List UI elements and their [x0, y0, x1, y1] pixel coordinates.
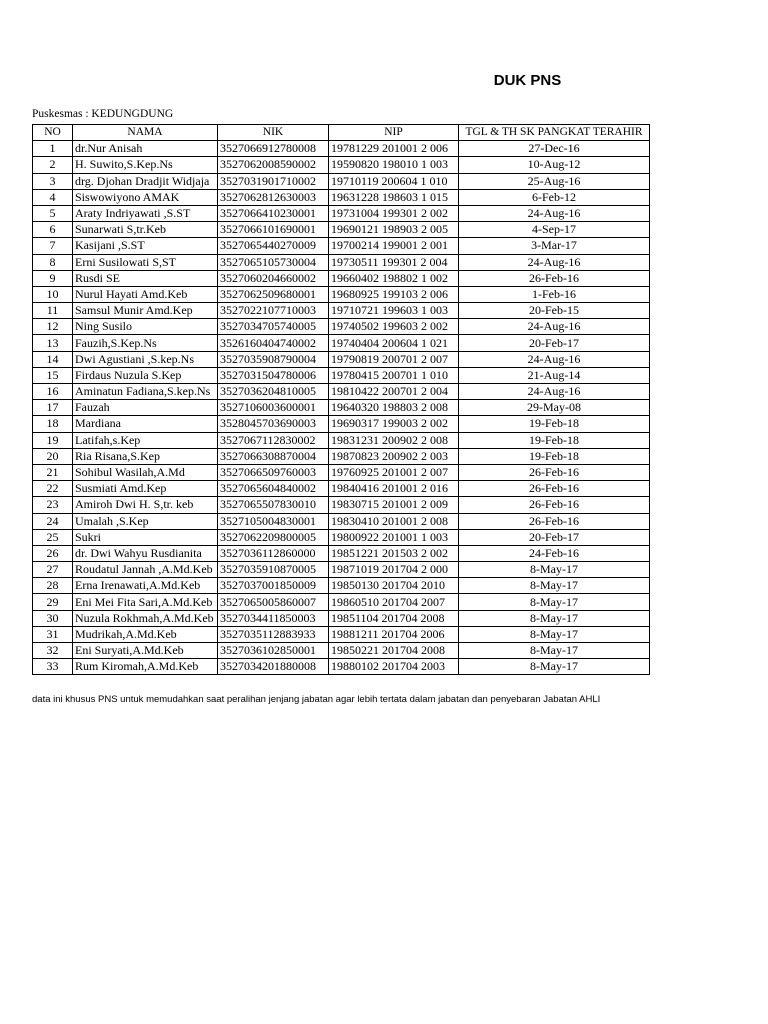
- header-no: NO: [33, 125, 73, 141]
- table-row: [33, 594, 650, 610]
- cell-no: 19: [33, 432, 73, 448]
- cell-no: 18: [33, 416, 73, 432]
- cell-nama: Rusdi SE: [73, 270, 218, 286]
- table-row: [33, 173, 650, 189]
- cell-nik: 3527065604840002: [218, 481, 329, 497]
- cell-tgl: 8-May-17: [459, 659, 650, 675]
- cell-tgl: 26-Feb-16: [459, 481, 650, 497]
- table-row: [33, 319, 650, 335]
- cell-tgl: 19-Feb-18: [459, 416, 650, 432]
- table-row: [33, 222, 650, 238]
- cell-nip: 19851221 201503 2 002: [329, 545, 459, 561]
- cell-nip: 19640320 198803 2 008: [329, 400, 459, 416]
- cell-nama: Sunarwati S,tr.Keb: [73, 222, 218, 238]
- cell-nama: Sohibul Wasilah,A.Md: [73, 464, 218, 480]
- cell-nama: Eni Suryati,A.Md.Keb: [73, 643, 218, 659]
- table-row: [33, 545, 650, 561]
- cell-nik: 3527105004830001: [218, 513, 329, 529]
- cell-nik: 3527065005860007: [218, 594, 329, 610]
- cell-nik: 3527036102850001: [218, 643, 329, 659]
- cell-nik: 3526160404740002: [218, 335, 329, 351]
- header-nip: NIP: [329, 125, 459, 141]
- cell-nik: 3527065105730004: [218, 254, 329, 270]
- cell-nik: 3527036204810005: [218, 384, 329, 400]
- cell-tgl: 8-May-17: [459, 594, 650, 610]
- cell-nik: 3527036112860000: [218, 545, 329, 561]
- cell-nip: 19700214 199001 2 001: [329, 238, 459, 254]
- cell-nama: Mardiana: [73, 416, 218, 432]
- cell-tgl: 19-Feb-18: [459, 432, 650, 448]
- cell-no: 8: [33, 254, 73, 270]
- cell-nama: Firdaus Nuzula S.Kep: [73, 367, 218, 383]
- cell-nama: Ning Susilo: [73, 319, 218, 335]
- cell-tgl: 26-Feb-16: [459, 497, 650, 513]
- cell-nik: 3527062812630003: [218, 189, 329, 205]
- cell-tgl: 26-Feb-16: [459, 270, 650, 286]
- puskesmas-label: Puskesmas : KEDUNGDUNG: [32, 108, 174, 120]
- table-row: [33, 432, 650, 448]
- cell-nik: 3527031504780006: [218, 367, 329, 383]
- cell-nip: 19631228 198603 1 015: [329, 189, 459, 205]
- cell-nama: Samsul Munir Amd.Kep: [73, 303, 218, 319]
- cell-nama: Susmiati Amd.Kep: [73, 481, 218, 497]
- cell-tgl: 8-May-17: [459, 578, 650, 594]
- cell-nama: Fauzih,S.Kep.Ns: [73, 335, 218, 351]
- cell-no: 14: [33, 351, 73, 367]
- table-row: [33, 464, 650, 480]
- page-title: DUK PNS: [493, 72, 562, 89]
- table-row: [33, 254, 650, 270]
- cell-nik: 3527060204660002: [218, 270, 329, 286]
- cell-nip: 19740404 200604 1 021: [329, 335, 459, 351]
- cell-nik: 3527066308870004: [218, 448, 329, 464]
- cell-no: 21: [33, 464, 73, 480]
- table-row: [33, 189, 650, 205]
- cell-nip: 19660402 198802 1 002: [329, 270, 459, 286]
- table-row: [33, 351, 650, 367]
- table-row: [33, 141, 650, 157]
- cell-nip: 19590820 198010 1 003: [329, 157, 459, 173]
- header-tgl: TGL & TH SK PANGKAT TERAHIR: [459, 125, 650, 141]
- cell-nama: Roudatul Jannah ,A.Md.Keb: [73, 562, 218, 578]
- cell-no: 15: [33, 367, 73, 383]
- cell-nip: 19710721 199603 1 003: [329, 303, 459, 319]
- table-row: [33, 497, 650, 513]
- cell-nama: Fauzah: [73, 400, 218, 416]
- cell-no: 33: [33, 659, 73, 675]
- cell-nama: Dwi Agustiani ,S.kep.Ns: [73, 351, 218, 367]
- table-row: [33, 659, 650, 675]
- cell-no: 13: [33, 335, 73, 351]
- cell-nip: 19781229 201001 2 006: [329, 141, 459, 157]
- cell-nip: 19881211 201704 2006: [329, 626, 459, 642]
- cell-no: 1: [33, 141, 73, 157]
- cell-nik: 3527037001850009: [218, 578, 329, 594]
- cell-tgl: 20-Feb-17: [459, 529, 650, 545]
- header-nama: NAMA: [73, 125, 218, 141]
- duk-table: [32, 124, 650, 675]
- cell-tgl: 6-Feb-12: [459, 189, 650, 205]
- table-row: [33, 270, 650, 286]
- cell-nama: dr.Nur Anisah: [73, 141, 218, 157]
- cell-nama: H. Suwito,S.Kep.Ns: [73, 157, 218, 173]
- cell-nik: 3527066410230001: [218, 205, 329, 221]
- cell-no: 32: [33, 643, 73, 659]
- cell-tgl: 20-Feb-17: [459, 335, 650, 351]
- cell-nama: Nuzula Rokhmah,A.Md.Keb: [73, 610, 218, 626]
- cell-no: 24: [33, 513, 73, 529]
- cell-no: 20: [33, 448, 73, 464]
- cell-tgl: 27-Dec-16: [459, 141, 650, 157]
- cell-tgl: 8-May-17: [459, 626, 650, 642]
- cell-tgl: 20-Feb-15: [459, 303, 650, 319]
- cell-nama: Erni Susilowati S,ST: [73, 254, 218, 270]
- cell-nip: 19790819 200701 2 007: [329, 351, 459, 367]
- cell-nip: 19731004 199301 2 002: [329, 205, 459, 221]
- cell-nip: 19840416 201001 2 016: [329, 481, 459, 497]
- table-row: [33, 626, 650, 642]
- cell-nik: 3527022107710003: [218, 303, 329, 319]
- cell-no: 2: [33, 157, 73, 173]
- cell-nik: 3527034201880008: [218, 659, 329, 675]
- table-row: [33, 643, 650, 659]
- header-nik: NIK: [218, 125, 329, 141]
- cell-nama: dr. Dwi Wahyu Rusdianita: [73, 545, 218, 561]
- cell-no: 9: [33, 270, 73, 286]
- cell-nik: 3527035908790004: [218, 351, 329, 367]
- cell-no: 10: [33, 286, 73, 302]
- cell-no: 31: [33, 626, 73, 642]
- cell-nama: Sukri: [73, 529, 218, 545]
- cell-nip: 19680925 199103 2 006: [329, 286, 459, 302]
- cell-nip: 19860510 201704 2007: [329, 594, 459, 610]
- cell-no: 11: [33, 303, 73, 319]
- cell-nik: 3527062209800005: [218, 529, 329, 545]
- cell-nik: 3527066912780008: [218, 141, 329, 157]
- cell-nip: 19830410 201001 2 008: [329, 513, 459, 529]
- cell-nip: 19710119 200604 1 010: [329, 173, 459, 189]
- cell-tgl: 24-Aug-16: [459, 351, 650, 367]
- cell-tgl: 24-Aug-16: [459, 205, 650, 221]
- cell-no: 7: [33, 238, 73, 254]
- cell-tgl: 26-Feb-16: [459, 513, 650, 529]
- table-row: [33, 205, 650, 221]
- cell-tgl: 26-Feb-16: [459, 464, 650, 480]
- cell-nip: 19831231 200902 2 008: [329, 432, 459, 448]
- cell-nama: Amiroh Dwi H. S,tr. keb: [73, 497, 218, 513]
- table-row: [33, 562, 650, 578]
- cell-nik: 3528045703690003: [218, 416, 329, 432]
- cell-tgl: 24-Feb-16: [459, 545, 650, 561]
- table-row: [33, 513, 650, 529]
- table-row: [33, 238, 650, 254]
- cell-no: 6: [33, 222, 73, 238]
- cell-nip: 19880102 201704 2003: [329, 659, 459, 675]
- cell-nik: 3527031901710002: [218, 173, 329, 189]
- cell-nip: 19870823 200902 2 003: [329, 448, 459, 464]
- footnote: data ini khusus PNS untuk memudahkan saat peralihan jenjang jabatan agar lebih tertata dalam jabatan dan penyebaran Jabatan AHLI: [32, 694, 601, 705]
- cell-no: 26: [33, 545, 73, 561]
- cell-no: 3: [33, 173, 73, 189]
- cell-nama: Nurul Hayati Amd.Keb: [73, 286, 218, 302]
- cell-nik: 3527066509760003: [218, 464, 329, 480]
- cell-nip: 19760925 201001 2 007: [329, 464, 459, 480]
- cell-nama: Mudrikah,A.Md.Keb: [73, 626, 218, 642]
- cell-nip: 19730511 199301 2 004: [329, 254, 459, 270]
- cell-nama: Rum Kiromah,A.Md.Keb: [73, 659, 218, 675]
- cell-nik: 3527065440270009: [218, 238, 329, 254]
- cell-nama: Araty Indriyawati ,S.ST: [73, 205, 218, 221]
- cell-nip: 19690317 199003 2 002: [329, 416, 459, 432]
- cell-no: 12: [33, 319, 73, 335]
- cell-nama: Ria Risana,S.Kep: [73, 448, 218, 464]
- table-row: [33, 578, 650, 594]
- cell-no: 28: [33, 578, 73, 594]
- cell-no: 17: [33, 400, 73, 416]
- cell-no: 29: [33, 594, 73, 610]
- table-row: [33, 529, 650, 545]
- cell-nik: 3527034411850003: [218, 610, 329, 626]
- table-row: [33, 448, 650, 464]
- cell-nip: 19800922 201001 1 003: [329, 529, 459, 545]
- cell-no: 5: [33, 205, 73, 221]
- cell-nama: Umalah ,S.Kep: [73, 513, 218, 529]
- cell-tgl: 1-Feb-16: [459, 286, 650, 302]
- cell-nip: 19780415 200701 1 010: [329, 367, 459, 383]
- cell-no: 30: [33, 610, 73, 626]
- cell-tgl: 4-Sep-17: [459, 222, 650, 238]
- cell-tgl: 19-Feb-18: [459, 448, 650, 464]
- cell-nik: 3527066101690001: [218, 222, 329, 238]
- cell-nama: Latifah,s.Kep: [73, 432, 218, 448]
- cell-nama: Siswowiyono AMAK: [73, 189, 218, 205]
- cell-nip: 19851104 201704 2008: [329, 610, 459, 626]
- cell-tgl: 3-Mar-17: [459, 238, 650, 254]
- table-row: [33, 400, 650, 416]
- cell-tgl: 8-May-17: [459, 610, 650, 626]
- cell-nik: 3527106003600001: [218, 400, 329, 416]
- table-row: [33, 303, 650, 319]
- cell-nik: 3527062509680001: [218, 286, 329, 302]
- cell-no: 4: [33, 189, 73, 205]
- cell-nip: 19830715 201001 2 009: [329, 497, 459, 513]
- cell-tgl: 8-May-17: [459, 562, 650, 578]
- cell-nip: 19810422 200701 2 004: [329, 384, 459, 400]
- cell-nip: 19850221 201704 2008: [329, 643, 459, 659]
- table-row: [33, 367, 650, 383]
- cell-nik: 3527034705740005: [218, 319, 329, 335]
- cell-no: 23: [33, 497, 73, 513]
- cell-nik: 3527035112883933: [218, 626, 329, 642]
- cell-nik: 3527067112830002: [218, 432, 329, 448]
- cell-tgl: 24-Aug-16: [459, 254, 650, 270]
- cell-nip: 19740502 199603 2 002: [329, 319, 459, 335]
- table-header-row: [33, 125, 650, 141]
- cell-nik: 3527065507830010: [218, 497, 329, 513]
- cell-nama: Kasijani ,S.ST: [73, 238, 218, 254]
- table-row: [33, 416, 650, 432]
- table-row: [33, 286, 650, 302]
- cell-nip: 19871019 201704 2 000: [329, 562, 459, 578]
- cell-tgl: 29-May-08: [459, 400, 650, 416]
- table-row: [33, 481, 650, 497]
- cell-nik: 3527035910870005: [218, 562, 329, 578]
- cell-tgl: 8-May-17: [459, 643, 650, 659]
- table-row: [33, 157, 650, 173]
- cell-nama: Aminatun Fadiana,S.kep.Ns: [73, 384, 218, 400]
- cell-no: 16: [33, 384, 73, 400]
- cell-tgl: 24-Aug-16: [459, 384, 650, 400]
- table-row: [33, 335, 650, 351]
- cell-tgl: 24-Aug-16: [459, 319, 650, 335]
- cell-tgl: 21-Aug-14: [459, 367, 650, 383]
- cell-nik: 3527062008590002: [218, 157, 329, 173]
- table-row: [33, 610, 650, 626]
- cell-nama: Eni Mei Fita Sari,A.Md.Keb: [73, 594, 218, 610]
- cell-tgl: 25-Aug-16: [459, 173, 650, 189]
- cell-tgl: 10-Aug-12: [459, 157, 650, 173]
- cell-nip: 19690121 198903 2 005: [329, 222, 459, 238]
- cell-nip: 19850130 201704 2010: [329, 578, 459, 594]
- table-row: [33, 384, 650, 400]
- cell-nama: drg. Djohan Dradjit Widjaja: [73, 173, 218, 189]
- cell-no: 22: [33, 481, 73, 497]
- cell-no: 25: [33, 529, 73, 545]
- cell-no: 27: [33, 562, 73, 578]
- cell-nama: Erna Irenawati,A.Md.Keb: [73, 578, 218, 594]
